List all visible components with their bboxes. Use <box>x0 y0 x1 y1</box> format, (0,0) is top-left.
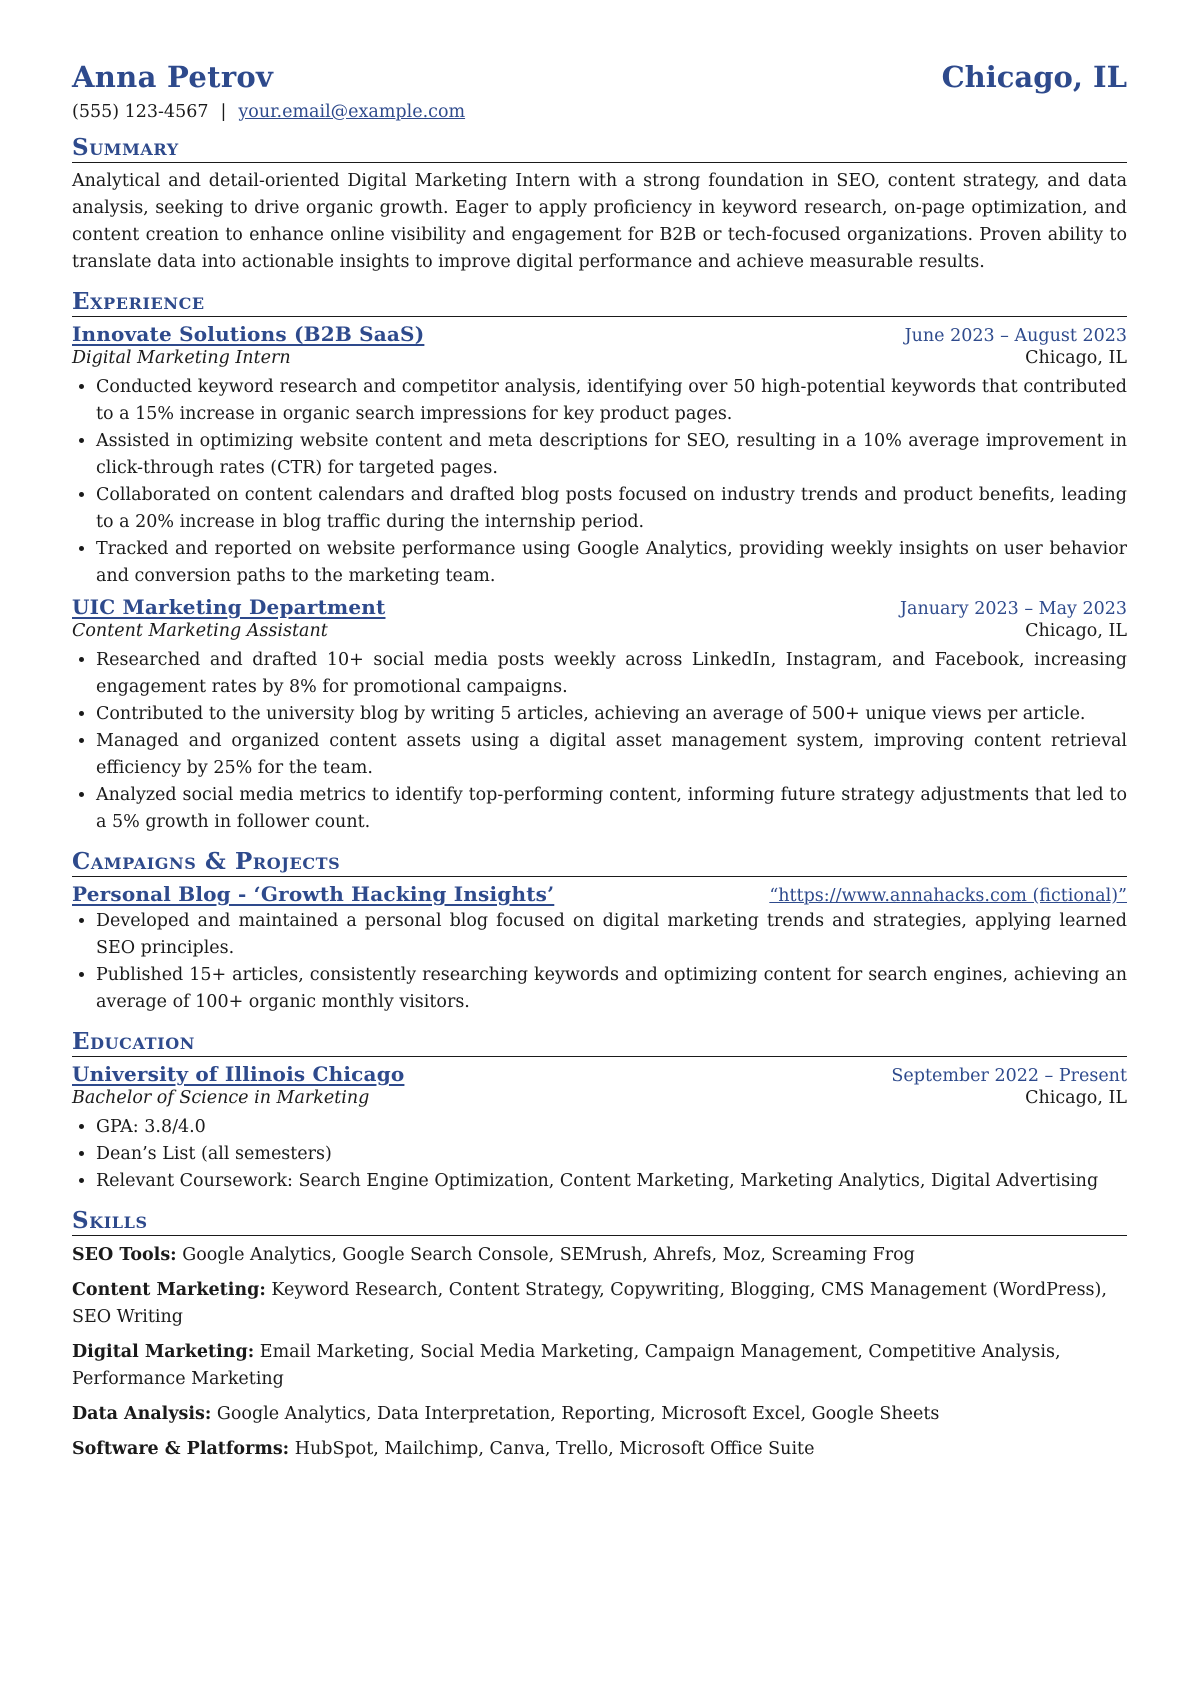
contact-separator: | <box>220 102 227 122</box>
list-item: • Conducted keyword research and competitor analysis, identifying over 50 high-potential keywords that contributed to a 15% increase in organic search impressions for key product pages. <box>96 374 1127 428</box>
candidate-city: Chicago, IL <box>941 60 1127 94</box>
skill-row <box>72 1277 1127 1331</box>
degree: Bachelor of Science in Marketing <box>72 1088 370 1108</box>
list-item: • Analyzed social media metrics to identify top-performing content, informing future strategy adjustments that led to a 5% growth in follower count. <box>96 782 1127 836</box>
project-entry <box>72 882 1127 1016</box>
list-item: • Published 15+ articles, consistently researching keywords and optimizing content for search engines, achieving an average of 100+ organic monthly visitors. <box>96 962 1127 1016</box>
candidate-name: Anna Petrov <box>72 60 274 94</box>
job-entry <box>72 322 1127 590</box>
job-location: Chicago, IL <box>1025 348 1127 368</box>
section-title-projects: Campaigns & Projects <box>72 848 1127 877</box>
skill-value: Keyword Research, Content Strategy, Copywriting, Blogging, CMS Management (WordPress), SEO Writing <box>72 1280 1107 1327</box>
education-dates: September 2022 – Present <box>891 1066 1127 1086</box>
education-section <box>72 1028 1127 1195</box>
summary-section <box>72 134 1127 276</box>
project-bullets <box>72 908 1127 1016</box>
skill-label: Digital Marketing: <box>72 1342 255 1362</box>
resume-header <box>72 60 1127 94</box>
section-title-experience: Experience <box>72 288 1127 317</box>
job-dates: January 2023 – May 2023 <box>900 599 1127 619</box>
section-title-summary: Summary <box>72 134 1127 163</box>
skill-row <box>72 1242 1127 1269</box>
skill-row <box>72 1436 1127 1463</box>
education-location: Chicago, IL <box>1025 1088 1127 1108</box>
skill-row <box>72 1401 1127 1428</box>
email-link[interactable]: your.email@example.com <box>238 102 466 122</box>
list-item: • Managed and organized content assets using a digital asset management system, improving content retrieval efficiency by 25% for the team. <box>96 728 1127 782</box>
projects-section <box>72 848 1127 1016</box>
job-location: Chicago, IL <box>1025 621 1127 641</box>
skills-section <box>72 1207 1127 1463</box>
experience-section <box>72 288 1127 836</box>
job-role: Digital Marketing Intern <box>72 348 291 368</box>
skill-label: Content Marketing: <box>72 1280 266 1300</box>
list-item: • Developed and maintained a personal blog focused on digital marketing trends and strategies, applying learned SEO principles. <box>96 908 1127 962</box>
resume-page <box>72 60 1127 1471</box>
project-url-link[interactable]: “https://www.annahacks.com (fictional)” <box>769 886 1127 906</box>
skill-label: Data Analysis: <box>72 1404 212 1424</box>
skill-label: SEO Tools: <box>72 1245 177 1265</box>
skill-label: Software & Platforms: <box>72 1439 290 1459</box>
list-item: • Assisted in optimizing website content and meta descriptions for SEO, resulting in a 10% average improvement in click-through rates (CTR) for targeted pages. <box>96 428 1127 482</box>
section-title-education: Education <box>72 1028 1127 1057</box>
summary-text: Analytical and detail-oriented Digital Marketing Intern with a strong foundation in SEO, content strategy, and data analysis, seeking to drive organic growth. Eager to apply proficiency in keyword research, on-page optimization, and content creation to enhance online visibility and engagement for B2B or tech-focused organizations. Proven ability to translate data into actionable insights to improve digital performance and achieve measurable results. <box>72 171 1127 272</box>
skill-value: Google Analytics, Data Interpretation, Reporting, Microsoft Excel, Google Sheets <box>216 1404 940 1424</box>
job-organization-link[interactable]: UIC Marketing Department <box>72 595 386 619</box>
list-item: • Relevant Coursework: Search Engine Optimization, Content Marketing, Marketing Analytics, Digital Advertising <box>96 1168 1127 1195</box>
list-item: • Researched and drafted 10+ social media posts weekly across LinkedIn, Instagram, and Facebook, increasing engagement rates by 8% for promotional campaigns. <box>96 647 1127 701</box>
skill-value: Email Marketing, Social Media Marketing, Campaign Management, Competitive Analysis, Performance Marketing <box>72 1342 1061 1389</box>
list-item: • Tracked and reported on website performance using Google Analytics, providing weekly insights on user behavior and conversion paths to the marketing team. <box>96 536 1127 590</box>
job-entry <box>72 595 1127 836</box>
contact-line <box>72 102 1127 122</box>
job-role: Content Marketing Assistant <box>72 621 328 641</box>
school-name-link[interactable]: University of Illinois Chicago <box>72 1062 405 1086</box>
skill-value: HubSpot, Mailchimp, Canva, Trello, Microsoft Office Suite <box>294 1439 815 1459</box>
job-bullets <box>72 374 1127 590</box>
job-organization-link[interactable]: Innovate Solutions (B2B SaaS) <box>72 322 425 346</box>
section-title-skills: Skills <box>72 1207 1127 1236</box>
education-bullets <box>72 1114 1127 1195</box>
job-bullets <box>72 647 1127 836</box>
list-item: • Contributed to the university blog by writing 5 articles, achieving an average of 500+ unique views per article. <box>96 701 1127 728</box>
list-item: • Collaborated on content calendars and drafted blog posts focused on industry trends and product benefits, leading to a 20% increase in blog traffic during the internship period. <box>96 482 1127 536</box>
skill-row <box>72 1339 1127 1393</box>
phone-number: (555) 123-4567 <box>72 102 209 122</box>
list-item: • Dean’s List (all semesters) <box>96 1141 1127 1168</box>
job-dates: June 2023 – August 2023 <box>904 326 1127 346</box>
project-name-link[interactable]: Personal Blog - ‘Growth Hacking Insights’ <box>72 882 555 906</box>
list-item: • GPA: 3.8/4.0 <box>96 1114 1127 1141</box>
skill-value: Google Analytics, Google Search Console, SEMrush, Ahrefs, Moz, Screaming Frog <box>182 1245 915 1265</box>
